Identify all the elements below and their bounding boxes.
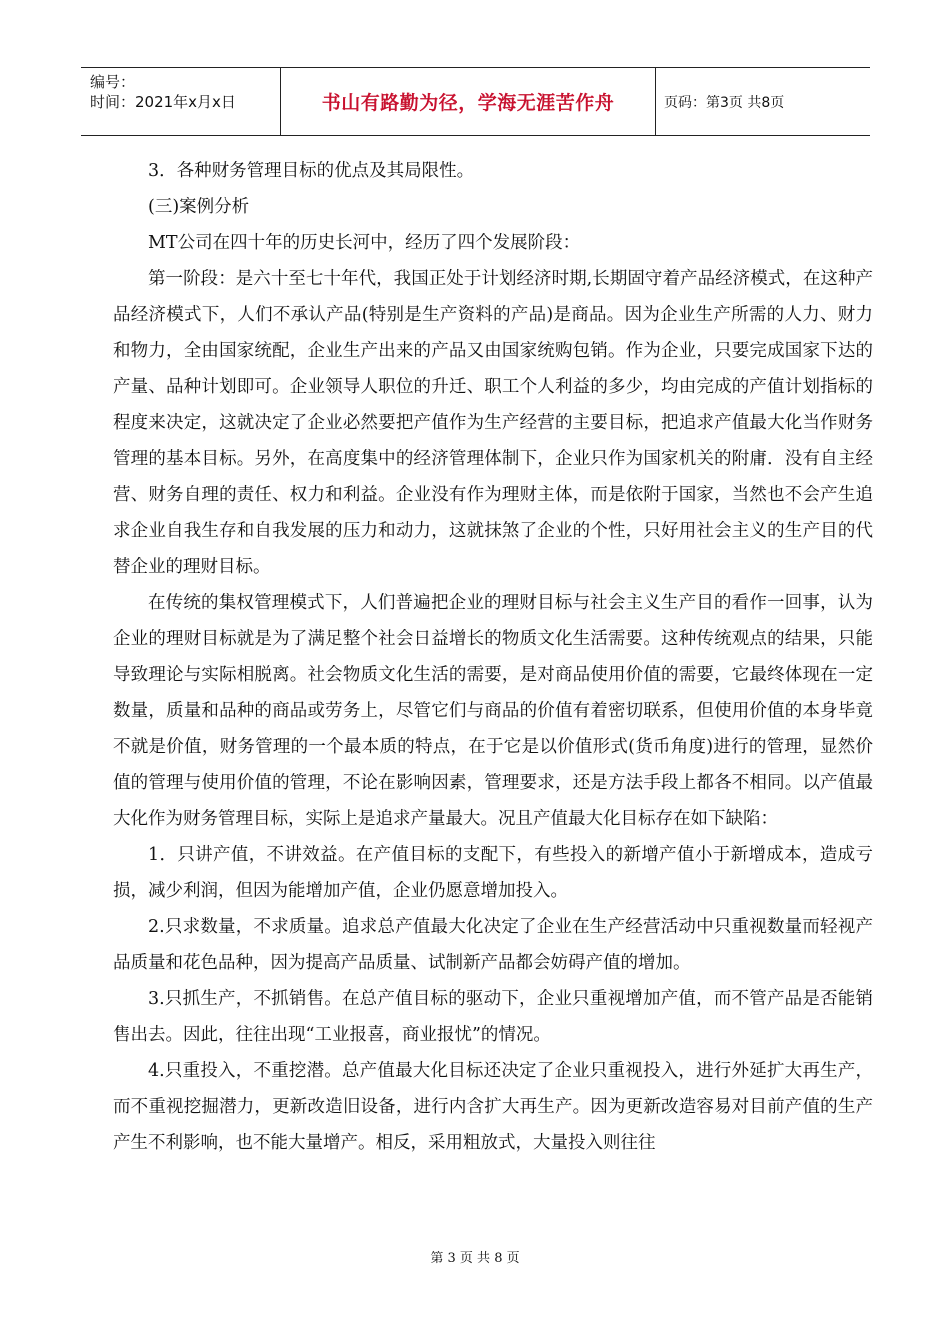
header-page-info	[656, 68, 870, 135]
paragraph: 3.只抓生产，不抓销售。在总产值目标的驱动下，企业只重视增加产值，而不管产品是否能销售出去。因此，往往出现“工业报喜，商业报忧”的情况。	[113, 989, 873, 1045]
paragraph: 第一阶段：是六十至七十年代，我国正处于计划经济时期,长期固守着产品经济模式，在这种产品经济模式下，人们不承认产品(特别是生产资料的产品)是商品。因为企业生产所需的人力、财力和物力，全由国家统配，企业生产出来的产品又由国家统购包销。作为企业，只要完成国家下达的产量、品种计划即可。企业领导人职位的升迁、职工个人利益的多少，均由完成的产值计划指标的程度来决定，这就决定了企业必然要把产值作为生产经营的主要目标，把追求产值最大化当作财务管理的基本目标。另外，在高度集中的经济管理体制下，企业只作为国家机关的附庸．没有自主经营、财务自理的责任、权力和利益。企业没有作为理财主体，而是依附于国家，当然也不会产生追求企业自我生存和自我发展的压力和动力，这就抹煞了企业的个性，只好用社会主义的生产目的代替企业的理财目标。	[113, 269, 873, 577]
page-footer: 第 3 页 共 8 页	[430, 1251, 520, 1266]
header-motto-cell	[281, 68, 656, 135]
header-meta	[81, 68, 281, 135]
paragraph: (三)案例分析	[148, 197, 250, 217]
paragraph: 1．只讲产值，不讲效益。在产值目标的支配下，有些投入的新增产值小于新增成本，造成亏损，减少利润，但因为能增加产值，企业仍愿意增加投入。	[113, 845, 873, 901]
page-info-text: 页码：第3页 共8页	[664, 94, 785, 111]
paragraph: 2.只求数量，不求质量。追求总产值最大化决定了企业在生产经营活动中只重视数量而轻视产品质量和花色品种，因为提高产品质量、试制新产品都会妨碍产值的增加。	[113, 917, 873, 973]
document-body	[113, 153, 873, 1161]
page-header	[81, 67, 870, 136]
motto-text: 书山有路勤为径，学海无涯苦作舟	[321, 92, 615, 114]
paragraph: 3．各种财务管理目标的优点及其局限性。	[148, 161, 475, 181]
number-label: 编号：	[90, 73, 136, 91]
paragraph: MT公司在四十年的历史长河中，经历了四个发展阶段：	[148, 233, 581, 253]
paragraph: 在传统的集权管理模式下，人们普遍把企业的理财目标与社会主义生产目的看作一回事，认为企业的理财目标就是为了满足整个社会日益增长的物质文化生活需要。这种传统观点的结果，只能导致理论与实际相脱离。社会物质文化生活的需要，是对商品使用价值的需要，它最终体现在一定数量，质量和品种的商品或劳务上，尽管它们与商品的价值有着密切联系，但使用价值的本身毕竟不就是价值，财务管理的一个最本质的特点，在于它是以价值形式(货币角度)进行的管理，显然价值的管理与使用价值的管理，不论在影响因素，管理要求，还是方法手段上都各不相同。以产值最大化作为财务管理目标，实际上是追求产量最大。况且产值最大化目标存在如下缺陷：	[113, 593, 873, 829]
paragraph: 4.只重投入，不重挖潜。总产值最大化目标还决定了企业只重视投入，进行外延扩大再生产，而不重视挖掘潜力，更新改造旧设备，进行内含扩大再生产。因为更新改造容易对目前产值的生产产生不利影响，也不能大量增产。相反，采用粗放式，大量投入则往往	[113, 1061, 873, 1153]
time-label: 时间：2021年x月x日	[90, 93, 236, 111]
